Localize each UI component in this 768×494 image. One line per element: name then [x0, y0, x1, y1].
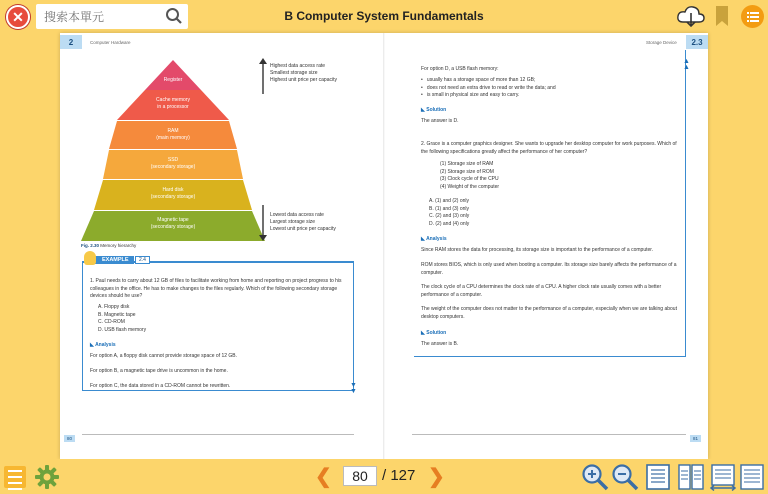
- analysis-heading: ◣ Analysis: [90, 342, 116, 348]
- book-spread: [60, 33, 708, 459]
- cloud-download-icon[interactable]: [676, 3, 706, 29]
- pyramid-level-tape: Magnetic tape (secondary storage): [150, 217, 196, 230]
- close-icon: ✕: [12, 8, 24, 25]
- page-total: / 127: [382, 467, 416, 484]
- menu-button[interactable]: [741, 5, 764, 28]
- page-number-right: 81: [690, 435, 701, 442]
- analysis2-cpu: The clock cycle of a CPU determines the clock rate of a CPU. A higher clock rate usually comes with a better performance of a computer.: [421, 284, 662, 298]
- next-page-button[interactable]: ❯: [428, 466, 445, 488]
- notes-icon[interactable]: [4, 466, 26, 488]
- option-d-bullets: • usually has a storage space of more than 12 GB; • does not need an extra drive to read or write the data; and • is small in physical size and easy to carry.: [421, 77, 556, 98]
- pyramid-level-cache: Cache memory in a processor: [156, 97, 190, 110]
- page-header-right: Storage Device: [646, 40, 677, 45]
- example-number: 2.4: [135, 256, 150, 264]
- arrow-down-icon: [259, 205, 267, 241]
- answer-1: The answer is D.: [421, 118, 459, 124]
- analysis-heading-2: ◣ Analysis: [421, 236, 447, 242]
- footer-rule-left: [82, 434, 354, 435]
- example-question: 1. Paul needs to carry about 12 GB of files to facilitate working from home and reporting on project progress to his colleagues in the office. He has to make changes to the files regularly. Which of the following secondary storage devices should he use?: [90, 278, 342, 299]
- example-label: EXAMPLE: [86, 256, 134, 264]
- question-2-specs: (1) Storage size of RAM (2) Storage size of ROM (3) Clock cycle of the CPU (4) Weight of the computer: [440, 161, 500, 190]
- answer-2: The answer is B.: [421, 341, 459, 347]
- analysis2-weight: The weight of the computer does not matter to the performance of a computer, especially when we are talking about desktop computers.: [421, 306, 677, 320]
- analysis2-rom: ROM stores BIOS, which is only used when booting a computer. Its storage size barely affects the performance of a computer.: [421, 262, 677, 276]
- bookmark-icon[interactable]: [715, 5, 729, 27]
- question-2-options: A. (1) and (2) only B. (1) and (3) only C. (2) and (3) only D. (2) and (4) only: [429, 198, 470, 227]
- footer-rule-right: [412, 434, 686, 435]
- example-options: A. Floppy disk B. Magnetic tape C. CD-ROM D. USB flash memory: [98, 304, 147, 333]
- single-page-view-icon[interactable]: [645, 463, 671, 491]
- book-spine: [383, 33, 385, 459]
- bottom-annotation: Lowest data access rate Largest storage size Lowest unit price per capacity: [270, 212, 336, 232]
- pyramid-level-ram: RAM (main memory): [156, 128, 190, 141]
- fit-width-icon[interactable]: [709, 463, 737, 491]
- solution-heading-1: ◣ Solution: [421, 107, 447, 113]
- fit-page-icon[interactable]: [739, 463, 765, 491]
- section-tab: 2.3: [686, 35, 708, 49]
- continue-up-icon: ▲ ▲: [683, 58, 690, 71]
- question-2: 2. Grace is a computer graphics designer. She wants to upgrade her desktop computer for work purposes. Which of the following specifications greatly affect the performance of her computer?: [421, 141, 677, 155]
- page-number-input[interactable]: [343, 466, 377, 486]
- pyramid-level-hdd: Hard disk (secondary storage): [150, 187, 196, 200]
- chapter-tab: 2: [60, 35, 82, 49]
- top-annotation: Highest data access rate Smallest storage size Highest unit price per capacity: [270, 63, 337, 83]
- analysis-b: For option B, a magnetic tape drive is uncommon in the home.: [90, 368, 228, 374]
- analysis-c: For option C, the data stored in a CD-ROM cannot be rewritten.: [90, 383, 231, 389]
- lightbulb-icon: [84, 251, 96, 265]
- two-page-view-icon[interactable]: [677, 463, 705, 491]
- page-header-left: Computer Hardware: [90, 40, 131, 45]
- list-icon: [747, 12, 759, 22]
- analysis2-ram: Since RAM stores the data for processing, its storage size is important to the performance of a computer.: [421, 247, 654, 253]
- zoom-out-icon[interactable]: [611, 463, 639, 491]
- prev-page-button[interactable]: ❮: [315, 466, 332, 488]
- app-title: B Computer System Fundamentals: [284, 9, 484, 23]
- top-toolbar: [0, 0, 768, 33]
- page-number-left: 80: [64, 435, 75, 442]
- pyramid-level-ssd: SSD (secondary storage): [150, 157, 196, 170]
- memory-hierarchy-diagram: [81, 60, 265, 241]
- pyramid-level-register: Register: [163, 77, 183, 83]
- solution-heading-2: ◣ Solution: [421, 330, 447, 336]
- option-d-intro: For option D, a USB flash memory:: [421, 66, 499, 72]
- continue-down-icon: ▼ ▼: [350, 382, 357, 395]
- gear-icon[interactable]: [35, 465, 59, 489]
- arrow-up-icon: [259, 58, 267, 94]
- figure-caption: Fig. 2.30 Memory hierarchy: [81, 243, 137, 248]
- analysis-a: For option A, a floppy disk cannot provide storage space of 12 GB.: [90, 353, 238, 359]
- zoom-in-icon[interactable]: [581, 463, 609, 491]
